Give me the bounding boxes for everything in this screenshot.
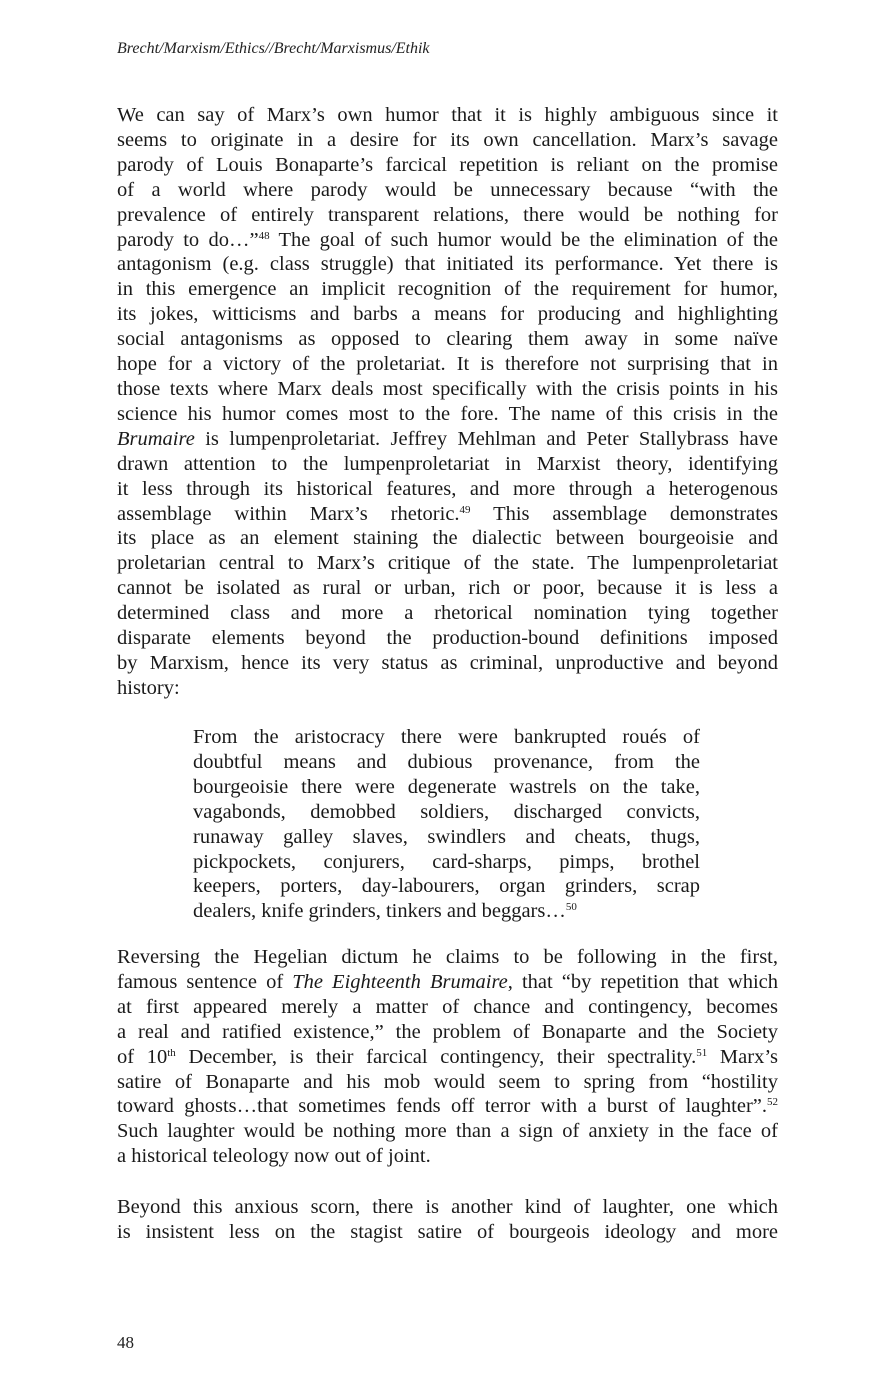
quote-line: runaway galley slaves, swindlers and cheats, thugs, — [193, 825, 700, 848]
footnote-marker: 50 — [565, 901, 577, 914]
text-segment: The goal of such humor would be the elimination of the — [269, 228, 778, 251]
text-line: parody of Louis Bonaparte’s farcical repetition is reliant on the promise — [117, 153, 778, 176]
text-segment: , that “by repetition that which — [507, 970, 779, 993]
quote-line: bourgeoisie there were degenerate wastrels on the take, — [193, 775, 700, 798]
text-segment: toward ghosts…that sometimes fends off terror with a burst of laughter”. — [117, 1095, 767, 1118]
text-line: seems to originate in a desire for its own cancellation. Marx’s savage — [117, 128, 778, 151]
text-line: it less through its historical features, and more through a heterogenous — [117, 477, 778, 500]
footnote-marker: 52 — [767, 1096, 778, 1109]
text-segment: parody to do…” — [117, 228, 259, 251]
body-paragraph-1 — [117, 103, 778, 701]
text-segment: Marx’s — [707, 1045, 779, 1068]
running-head: Brecht/Marxism/Ethics//Brecht/Marxismus/Ethik — [117, 40, 430, 57]
text-line: hope for a victory of the proletariat. It is therefore not surprising that in — [117, 353, 778, 376]
body-paragraph-2 — [117, 945, 778, 1169]
text-line: disparate elements beyond the production-bound definitions imposed — [117, 627, 778, 650]
text-line: prevalence of entirely transparent relations, there would be nothing for — [117, 203, 778, 226]
block-quote — [193, 725, 700, 924]
text-line: science his humor comes most to the fore. The name of this crisis in the — [117, 402, 778, 425]
text-line: its place as an element staining the dialectic between bourgeoisie and — [117, 527, 778, 550]
quote-line: pickpockets, conjurers, card-sharps, pimps, brothel — [193, 850, 700, 873]
text-segment: assemblage within Marx’s rhetoric. — [117, 502, 460, 525]
body-paragraph-3 — [117, 1195, 778, 1245]
italic-title: The Eighteenth Brumaire — [292, 970, 508, 993]
text-line: drawn attention to the lumpenproletariat in Marxist theory, identifying — [117, 452, 778, 475]
text-line: of a world where parody would be unnecessary because “with the — [117, 178, 778, 201]
text-line: those texts where Marx deals most specifically with the crisis points in his — [117, 377, 778, 400]
italic-title: Brumaire — [117, 427, 195, 450]
text-line: is insistent less on the stagist satire of bourgeois ideology and more — [117, 1220, 778, 1243]
text-line: a real and ratified existence,” the problem of Bonaparte and the Society — [117, 1020, 778, 1043]
text-segment: famous sentence of — [117, 970, 293, 993]
text-line: Such laughter would be nothing more than a sign of anxiety in the face of — [117, 1120, 778, 1143]
quote-line: doubtful means and dubious provenance, from the — [193, 750, 700, 773]
text-segment: This assemblage demonstrates — [470, 502, 778, 525]
text-line: satire of Bonaparte and his mob would seem to spring from “hostility — [117, 1070, 778, 1093]
text-segment: dealers, knife grinders, tinkers and beggars… — [193, 900, 566, 923]
footnote-marker: 51 — [696, 1046, 708, 1059]
text-line: by Marxism, hence its very status as criminal, unproductive and beyond — [117, 651, 778, 674]
text-line — [117, 1094, 778, 1119]
page-number: 48 — [117, 1333, 134, 1352]
quote-line: vagabonds, demobbed soldiers, discharged convicts, — [193, 800, 700, 823]
text-line: at first appeared merely a matter of chance and contingency, becomes — [117, 995, 778, 1018]
text-line: in this emergence an implicit recognition of the requirement for humor, — [117, 278, 778, 301]
footnote-marker: 48 — [258, 229, 270, 242]
text-line: proletarian central to Marx’s critique of the state. The lumpenproletariat — [117, 552, 778, 575]
text-line: its jokes, witticisms and barbs a means for producing and highlighting — [117, 303, 778, 326]
text-line — [117, 1045, 778, 1070]
text-line: Reversing the Hegelian dictum he claims to be following in the first, — [117, 946, 778, 968]
text-line: social antagonisms as opposed to clearing them away in some naïve — [117, 328, 778, 351]
text-line — [117, 970, 778, 995]
text-line — [117, 427, 778, 452]
ordinal-suffix: th — [167, 1046, 176, 1059]
text-line: antagonism (e.g. class struggle) that initiated its performance. Yet there is — [117, 253, 778, 276]
text-segment: is lumpenproletariat. Jeffrey Mehlman and Peter Stallybrass have — [194, 427, 778, 450]
text-line: cannot be isolated as rural or urban, rich or poor, because it is less a — [117, 577, 778, 600]
quote-line: From the aristocracy there were bankrupted roués of — [193, 726, 700, 748]
text-line: history: — [117, 676, 180, 699]
text-line — [117, 502, 778, 527]
quote-line — [193, 899, 700, 924]
text-segment: of 10 — [117, 1045, 168, 1068]
text-line: Beyond this anxious scorn, there is another kind of laughter, one which — [117, 1196, 778, 1218]
text-line — [117, 228, 778, 253]
text-segment: December, is their farcical contingency, their spectrality. — [175, 1045, 697, 1068]
text-line: a historical teleology now out of joint. — [117, 1145, 431, 1168]
text-line: determined class and more a rhetorical nomination tying together — [117, 602, 778, 625]
text-line: We can say of Marx’s own humor that it is highly ambiguous since it — [117, 104, 778, 126]
footnote-marker: 49 — [459, 503, 471, 516]
quote-line: keepers, porters, day-labourers, organ grinders, scrap — [193, 875, 700, 898]
